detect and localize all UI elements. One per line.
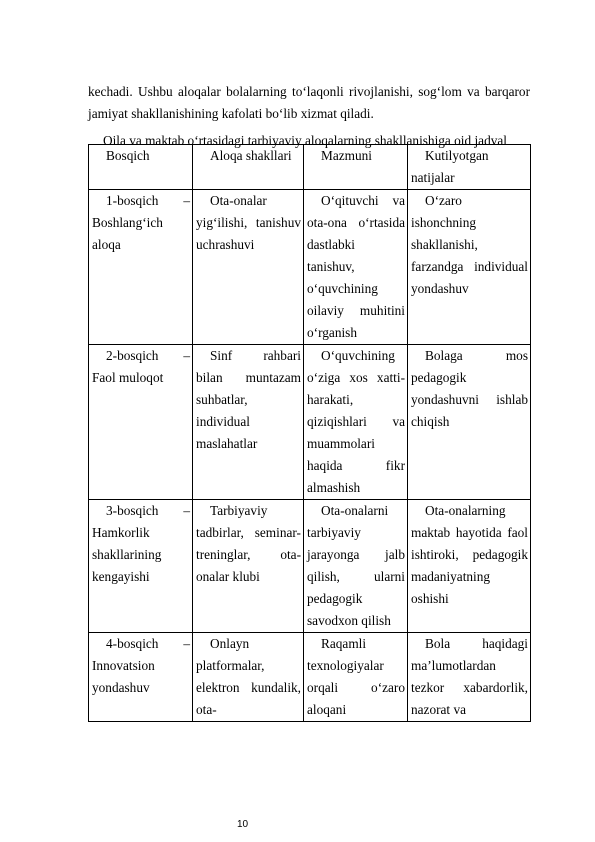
cell-forms: Tarbiyaviy tadbirlar, seminar-treninglar, ota-onalar klubi xyxy=(193,500,304,633)
cell-results: Ota-onalarning maktab hayotida faol ishtiroki, pedagogik madaniyatning oshishi xyxy=(408,500,531,633)
cell-stage: 4-bosqich – Innovatsion yondashuv xyxy=(89,633,193,722)
cell-forms: Ota-onalar yig‘ilishi, tanishuv uchrashuvi xyxy=(193,190,304,345)
header-stage: Bosqich xyxy=(89,145,193,190)
table-row xyxy=(89,633,531,722)
stages-table xyxy=(88,144,531,722)
body-paragraph: kechadi. Ushbu aloqalar bolalarning to‘laqonli rivojlanishi, sog‘lom va barqaror jamiyat shakllanishining kafolati bo‘lib xizmat qiladi. xyxy=(88,84,530,122)
cell-results: Bola haqidagi ma’lumotlardan tezkor xabardorlik, nazorat va xyxy=(408,633,531,722)
cell-stage: 3-bosqich – Hamkorlik shakllarining kengayishi xyxy=(89,500,193,633)
cell-forms: Onlayn platformalar, elektron kundalik, ota- xyxy=(193,633,304,722)
page-number: 10 xyxy=(236,819,249,830)
cell-stage: 2-bosqich – Faol muloqot xyxy=(89,345,193,500)
header-results: Kutilyotgan natijalar xyxy=(408,145,531,190)
cell-content: O‘qituvchi va ota-ona o‘rtasida dastlabki tanishuv, o‘quvchining oilaviy muhitini o‘rganish xyxy=(304,190,408,345)
cell-forms: Sinf rahbari bilan muntazam suhbatlar, individual maslahatlar xyxy=(193,345,304,500)
cell-stage: 1-bosqich – Boshlang‘ich aloqa xyxy=(89,190,193,345)
table-caption: Oila va maktab o‘rtasidagi tarbiyaviy aloqalarning shakllanishiga oid jadval xyxy=(103,133,507,149)
header-content: Mazmuni xyxy=(304,145,408,190)
table-row xyxy=(89,190,531,345)
header-forms: Aloqa shakllari xyxy=(193,145,304,190)
table-row xyxy=(89,500,531,633)
cell-results: Bolaga mos pedagogik yondashuvni ishlab chiqish xyxy=(408,345,531,500)
cell-content: Raqamli texnologiyalar orqali o‘zaro aloqani xyxy=(304,633,408,722)
table-row xyxy=(89,345,531,500)
cell-content: Ota-onalarni tarbiyaviy jarayonga jalb qilish, ularni pedagogik savodxon qilish xyxy=(304,500,408,633)
cell-results: O‘zaro ishonchning shakllanishi, farzandga individual yondashuv xyxy=(408,190,531,345)
cell-content: O‘quvchining o‘ziga xos xatti-harakati, qiziqishlari va muammolari haqida fikr almashish xyxy=(304,345,408,500)
table-header-row xyxy=(89,145,531,190)
